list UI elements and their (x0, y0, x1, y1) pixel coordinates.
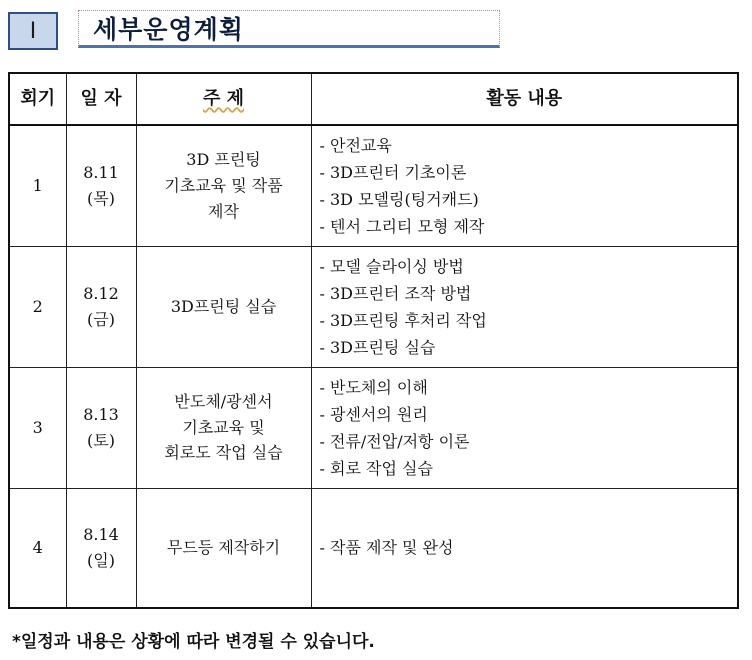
table-row (9, 488, 738, 608)
activity-item: - 안전교육 (319, 135, 392, 155)
activity-item: - 모델 슬라이싱 방법 (319, 256, 464, 276)
header-session: 회기 (9, 73, 66, 125)
session-cell: 3 (9, 367, 66, 488)
footer-note: *일정과 내용은 상황에 따라 변경될 수 있습니다. (12, 632, 375, 652)
header-topic (136, 73, 311, 125)
date-value: 8.14 (83, 525, 119, 545)
date-value: 8.12 (83, 283, 119, 303)
section-title: 세부운영계획 (93, 15, 244, 44)
topic-line: 3D 프린팅 (186, 150, 261, 170)
session-cell: 2 (9, 246, 66, 367)
section-number: Ⅰ (8, 12, 58, 50)
section-title-box (78, 10, 500, 48)
activity-list (320, 253, 738, 361)
activity-list (320, 132, 738, 240)
topic-cell (136, 488, 311, 608)
header-date: 일 자 (66, 73, 136, 125)
table-row (9, 246, 738, 367)
activity-item: - 광센서의 원리 (319, 404, 428, 424)
activity-cell (311, 488, 738, 608)
weekday-value: (금) (87, 309, 115, 329)
date-cell (66, 488, 136, 608)
session-cell: 1 (9, 125, 66, 246)
table-row (9, 125, 738, 246)
date-cell (66, 125, 136, 246)
activity-cell (311, 246, 738, 367)
topic-line: 회로도 작업 실습 (164, 443, 283, 463)
activity-list (320, 534, 738, 561)
activity-cell (311, 125, 738, 246)
topic-line: 제작 (208, 201, 239, 221)
topic-cell (136, 246, 311, 367)
table-row (9, 367, 738, 488)
weekday-value: (목) (87, 188, 115, 208)
header-activities: 활동 내용 (311, 73, 738, 125)
weekday-value: (토) (87, 430, 115, 450)
date-value: 8.11 (83, 163, 119, 183)
table-header-row (9, 73, 738, 125)
date-cell (66, 246, 136, 367)
session-cell: 4 (9, 488, 66, 608)
topic-cell (136, 125, 311, 246)
activity-item: - 회로 작업 실습 (319, 458, 433, 478)
topic-line: 기초교육 및 작품 (164, 175, 283, 195)
activity-item: - 3D프린팅 실습 (319, 337, 436, 357)
topic-line: 무드등 제작하기 (166, 537, 281, 557)
weekday-value: (일) (87, 550, 115, 570)
activity-list (320, 374, 738, 482)
activity-item: - 반도체의 이해 (319, 377, 428, 397)
activity-item: - 3D프린팅 후처리 작업 (319, 310, 487, 330)
topic-line: 3D프린팅 실습 (170, 296, 277, 316)
activity-item: - 전류/전압/저항 이론 (319, 431, 470, 451)
activity-cell (311, 367, 738, 488)
section-header (8, 10, 500, 52)
date-value: 8.13 (83, 404, 119, 424)
activity-item: - 작품 제작 및 완성 (319, 538, 454, 558)
activity-item: - 3D프린터 기초이론 (319, 162, 467, 182)
activity-item: - 3D프린터 조작 방법 (319, 283, 472, 303)
topic-line: 기초교육 및 (182, 417, 265, 437)
date-cell (66, 367, 136, 488)
schedule-table (8, 72, 739, 609)
topic-cell (136, 367, 311, 488)
header-topic-text: 주 제 (202, 87, 245, 109)
topic-line: 반도체/광센서 (174, 392, 273, 412)
activity-item: - 텐서 그리티 모형 제작 (319, 216, 485, 236)
activity-item: - 3D 모델링(팅거캐드) (319, 189, 479, 209)
